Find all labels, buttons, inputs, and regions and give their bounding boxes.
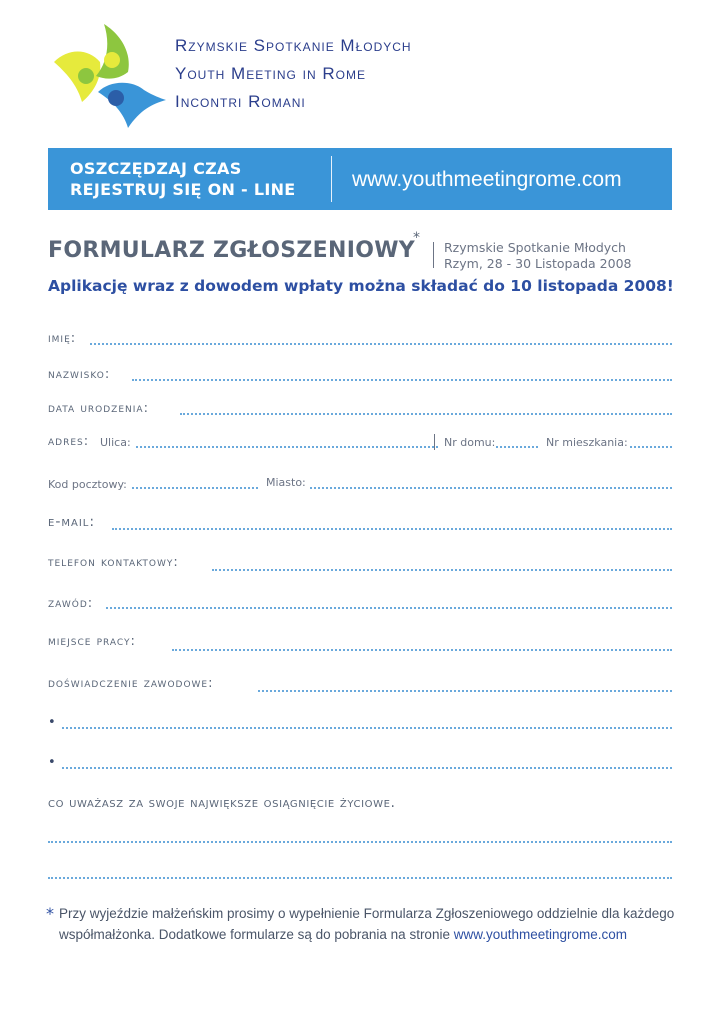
banner-divider <box>331 156 332 202</box>
first-name-field[interactable] <box>90 343 672 345</box>
experience-line-2[interactable] <box>62 767 672 769</box>
experience-field[interactable] <box>258 690 672 692</box>
address-divider <box>434 434 435 450</box>
org-name-en: Youth Meeting in Rome <box>175 64 366 83</box>
address-label: adres: <box>48 434 90 449</box>
birth-date-field[interactable] <box>180 413 672 415</box>
achievement-question: co uważasz za swoje największe osiągnięcie życiowe. <box>48 795 396 811</box>
org-name-it: Incontri Romani <box>175 92 306 111</box>
experience-label: doświadczenie zawodowe: <box>48 676 214 691</box>
city-label: Miasto: <box>266 476 306 489</box>
title-footnote-mark: * <box>413 230 420 246</box>
birth-date-label: data urodzenia: <box>48 401 149 416</box>
phone-label: telefon kontaktowy: <box>48 555 179 570</box>
title-divider <box>433 242 434 268</box>
house-number-field[interactable] <box>496 446 538 448</box>
banner-line1: OSZCZĘDZAJ CZAS <box>70 159 242 178</box>
footnote-mark: * <box>46 904 54 923</box>
form-title: FORMULARZ ZGŁOSZENIOWY <box>48 238 416 263</box>
achievement-line-2[interactable] <box>48 877 672 879</box>
banner-line2: REJESTRUJ SIĘ ON - LINE <box>70 180 296 199</box>
org-name-pl: Rzymskie Spotkanie Młodych <box>175 36 412 55</box>
footnote-line2-text: współmałżonka. Dodatkowe formularze są do pobrania na stronie <box>59 927 450 942</box>
email-label: e-mail: <box>48 514 96 530</box>
street-label: Ulica: <box>100 436 131 449</box>
pinwheel-flower-logo-icon <box>48 18 168 136</box>
last-name-label: nazwisko: <box>48 367 111 382</box>
experience-bullet-2: • <box>48 755 56 770</box>
email-field[interactable] <box>112 528 672 530</box>
footnote-line2 <box>59 927 627 942</box>
workplace-field[interactable] <box>172 649 672 651</box>
house-number-label: Nr domu: <box>444 436 496 449</box>
first-name-label: imię: <box>48 331 77 346</box>
experience-line-1[interactable] <box>62 727 672 729</box>
workplace-label: miejsce pracy: <box>48 634 136 649</box>
postal-code-label: Kod pocztowy: <box>48 478 127 491</box>
occupation-field[interactable] <box>106 607 672 609</box>
last-name-field[interactable] <box>132 379 672 381</box>
achievement-line-1[interactable] <box>48 841 672 843</box>
online-registration-banner <box>48 148 672 210</box>
postal-code-field[interactable] <box>132 487 258 489</box>
flat-number-label: Nr mieszkania: <box>546 436 628 449</box>
banner-url-link[interactable]: www.youthmeetingrome.com <box>352 168 622 191</box>
experience-bullet-1: • <box>48 715 56 730</box>
street-field[interactable] <box>136 446 438 448</box>
phone-field[interactable] <box>212 569 672 571</box>
occupation-label: zawód: <box>48 596 94 611</box>
event-date-place: Rzym, 28 - 30 Listopada 2008 <box>444 256 632 271</box>
footnote-line1: Przy wyjeździe małżeńskim prosimy o wypełnienie Formularza Zgłoszeniowego oddzielnie dla każdego <box>59 906 675 921</box>
event-name: Rzymskie Spotkanie Młodych <box>444 240 626 255</box>
deadline-notice: Aplikację wraz z dowodem wpłaty można składać do 10 listopada 2008! <box>48 277 674 295</box>
city-field[interactable] <box>310 487 672 489</box>
flat-number-field[interactable] <box>630 446 672 448</box>
footnote-url-link[interactable]: www.youthmeetingrome.com <box>453 927 628 942</box>
